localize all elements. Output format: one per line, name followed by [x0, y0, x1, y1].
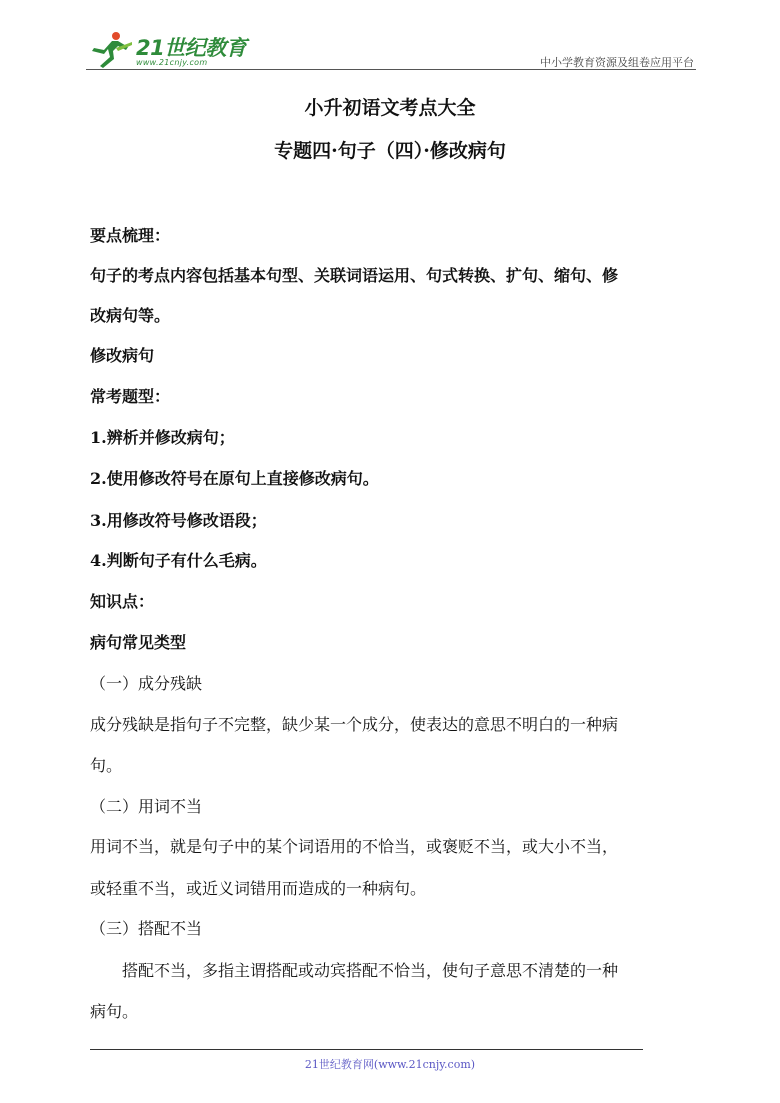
question-type-2: 2.使用修改符号在原句上直接修改病句。	[90, 469, 379, 488]
header-divider	[86, 69, 696, 70]
error-type-1-desc-line2: 句。	[90, 756, 123, 775]
logo-url: www.21cnjy.com	[136, 58, 208, 67]
footer-divider	[90, 1049, 643, 1050]
document-title: 小升初语文考点大全	[304, 97, 476, 119]
error-type-3-desc-line1: 搭配不当，多指主谓搭配或动宾搭配不恰当，使句子意思不清楚的一种	[122, 961, 619, 980]
question-type-3: 3.用修改符号修改语段；	[90, 511, 267, 530]
error-type-3-desc-line2: 病句。	[90, 1002, 139, 1021]
heading-revise-sentences: 修改病句	[90, 346, 155, 365]
document-subtitle: 专题四·句子（四）·修改病句	[274, 140, 506, 162]
error-type-2-desc-line2: 或轻重不当，或近义词错用而造成的一种病句。	[90, 879, 427, 898]
runner-logo-icon	[86, 30, 134, 70]
error-type-1-title: （一）成分残缺	[90, 674, 203, 693]
question-type-4: 4.判断句子有什么毛病。	[90, 551, 267, 570]
error-type-3-title: （三）搭配不当	[90, 919, 203, 938]
heading-error-types: 病句常见类型	[90, 633, 187, 652]
logo-text: 21世纪教育	[136, 36, 247, 60]
error-type-1-desc-line1: 成分残缺是指句子不完整，缺少某一个成分，使表达的意思不明白的一种病	[90, 715, 619, 734]
question-type-1: 1.辨析并修改病句；	[90, 428, 235, 447]
header-tagline: 中小学教育资源及组卷应用平台	[540, 56, 694, 69]
logo	[86, 30, 286, 70]
error-type-2-title: （二）用词不当	[90, 797, 203, 816]
intro-paragraph-line1: 句子的考点内容包括基本句型、关联词语运用、句式转换、扩句、缩句、修	[90, 266, 619, 285]
page-header	[86, 24, 694, 72]
heading-key-points: 要点梳理：	[90, 226, 171, 245]
intro-paragraph-line2: 改病句等。	[90, 306, 171, 325]
heading-common-question-types: 常考题型：	[90, 387, 171, 406]
footer-link[interactable]: 21世纪教育网(www.21cnjy.com)	[304, 1058, 476, 1071]
error-type-2-desc-line1: 用词不当，就是句子中的某个词语用的不恰当，或褒贬不当，或大小不当，	[90, 837, 619, 856]
heading-knowledge-points: 知识点：	[90, 592, 155, 611]
